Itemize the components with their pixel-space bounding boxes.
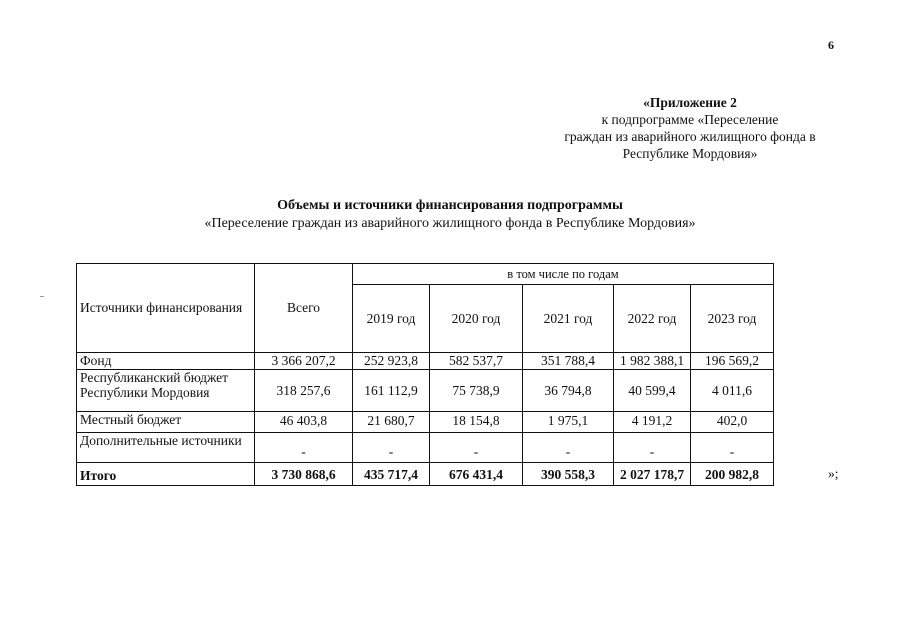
- row-label: Фонд: [77, 353, 255, 370]
- appendix-line-1: к подпрограмме «Переселение: [601, 112, 779, 127]
- table-row: [77, 412, 774, 433]
- row-value: 582 537,7: [430, 353, 523, 370]
- row-value: 1 975,1: [523, 412, 614, 433]
- row-value: 2 027 178,7: [614, 463, 691, 486]
- row-label: Итого: [77, 463, 255, 486]
- table-header-row: [77, 264, 774, 285]
- table-row: [77, 370, 774, 412]
- row-value: 4 011,6: [691, 370, 774, 412]
- row-value: 21 680,7: [353, 412, 430, 433]
- row-value: 390 558,3: [523, 463, 614, 486]
- row-label-line-1: Республиканский бюджет: [80, 370, 229, 385]
- row-value: 18 154,8: [430, 412, 523, 433]
- appendix-block: [540, 94, 840, 162]
- financing-table: [76, 263, 774, 486]
- header-year: 2021 год: [523, 285, 614, 353]
- heading-subtitle: «Переселение граждан из аварийного жилищного фонда в Республике Мордовия»: [204, 216, 696, 231]
- appendix-line-3: Республике Мордовия»: [622, 146, 758, 161]
- row-value: 75 738,9: [430, 370, 523, 412]
- row-value: 4 191,2: [614, 412, 691, 433]
- header-source: Источники финансирования: [77, 264, 255, 353]
- row-label: [77, 370, 255, 412]
- row-total: -: [255, 433, 353, 463]
- margin-mark: [40, 296, 44, 297]
- row-label-line-2: Республики Мордовия: [80, 385, 210, 400]
- row-value: -: [614, 433, 691, 463]
- row-total: 3 366 207,2: [255, 353, 353, 370]
- page-number: 6: [828, 38, 834, 52]
- row-total: 3 730 868,6: [255, 463, 353, 486]
- header-years-group: в том числе по годам: [353, 264, 774, 285]
- table-row: [77, 353, 774, 370]
- row-value: -: [430, 433, 523, 463]
- closing-quote-mark: »;: [828, 466, 839, 481]
- row-value: 40 599,4: [614, 370, 691, 412]
- row-value: -: [353, 433, 430, 463]
- row-value: 676 431,4: [430, 463, 523, 486]
- row-value: 402,0: [691, 412, 774, 433]
- appendix-title: «Приложение 2: [643, 95, 737, 110]
- header-year: 2023 год: [691, 285, 774, 353]
- row-value: -: [523, 433, 614, 463]
- table-total-row: [77, 463, 774, 486]
- header-total: Всего: [255, 264, 353, 353]
- row-value: 1 982 388,1: [614, 353, 691, 370]
- row-value: 196 569,2: [691, 353, 774, 370]
- row-value: 161 112,9: [353, 370, 430, 412]
- row-value: 36 794,8: [523, 370, 614, 412]
- header-year: 2020 год: [430, 285, 523, 353]
- row-total: 46 403,8: [255, 412, 353, 433]
- row-value: -: [691, 433, 774, 463]
- header-year: 2022 год: [614, 285, 691, 353]
- row-label: Дополнительные источники: [77, 433, 255, 463]
- row-label: Местный бюджет: [77, 412, 255, 433]
- heading-title: Объемы и источники финансирования подпрограммы: [277, 198, 623, 213]
- row-value: 200 982,8: [691, 463, 774, 486]
- document-heading: [60, 197, 840, 233]
- row-value: 252 923,8: [353, 353, 430, 370]
- appendix-line-2: граждан из аварийного жилищного фонда в: [564, 129, 816, 144]
- header-year: 2019 год: [353, 285, 430, 353]
- row-value: 351 788,4: [523, 353, 614, 370]
- table-row: [77, 433, 774, 463]
- row-value: 435 717,4: [353, 463, 430, 486]
- row-total: 318 257,6: [255, 370, 353, 412]
